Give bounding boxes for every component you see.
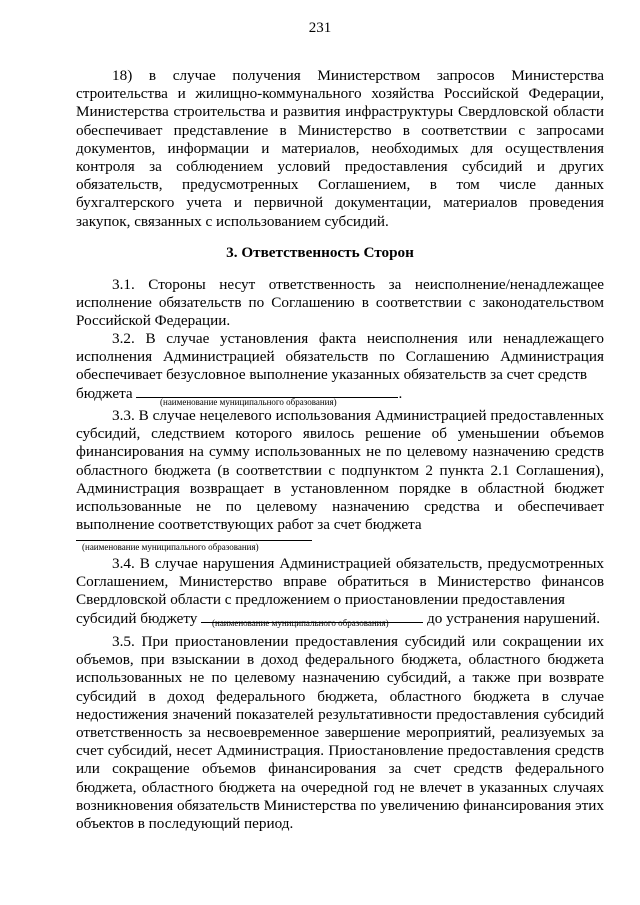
budget-label: бюджета [76, 384, 133, 402]
paragraph-3-2-tail [76, 385, 604, 403]
subsidy-budget-label: субсидий бюджету [76, 609, 198, 627]
section-3-heading: 3. Ответственность Сторон [226, 244, 414, 261]
paragraph-3-3 [76, 407, 604, 534]
period: . [398, 384, 403, 402]
municipality-blank-1 [136, 385, 398, 398]
paragraph-3-5-text: 3.5. При приостановлении предоставления субсидий или сокращении их объемов, при взыскании в доход федерального бюджета, областного бюджета использованных не по целевому назначению субсидий, а также при возврате субсидий в доход федерального бюджета, областного бюджета в случае недостижения значений показателей результативности предоставления субсидий ответственность за несвоевременное завершение мероприятий, реализуемых за счет субсидий, несет Администрация. Приостановление предоставления средств или сокращение объемов финансирования за счет средств федерального бюджета, областного бюджета на очередной год не влечет в указанных случаях возникновения обязательств Министерства по увеличению финансирования этих объектов в последующий период. [76, 633, 604, 833]
paragraph-18-text: 18) в случае получения Министерством запросов Министерства строительства и жилищно-коммунального хозяйства Российской Федерации, Министерства строительства и развития инфраструктуры Свердловской области обеспечивает представление в Министерство в соответствии с запросами документов, информации и материалов, необходимых для осуществления контроля за соблюдением условий предоставления субсидий и других обязательств, предусмотренных Соглашением, в том числе данных бухгалтерского учета и первичной документации, материалов проведения закупок, связанных с использованием субсидий. [76, 67, 604, 230]
paragraph-3-1-text: 3.1. Стороны несут ответственность за неисполнение/ненадлежащее исполнение обязательств по Соглашению в соответствии с законодательством Российской Федерации. [76, 276, 604, 330]
municipality-blank-2 [76, 540, 312, 541]
paragraph-3-4 [76, 555, 604, 628]
caption-municipality-1: (наименование муниципального образования) [160, 397, 337, 407]
caption-municipality-3: (наименование муниципального образования) [212, 618, 389, 628]
paragraph-3-2-text: 3.2. В случае установления факта неисполнения или ненадлежащего исполнения Администрацией обязательств по Соглашению Администрация обеспечивает безусловное выполнение указанных обязательств за счет средств [76, 330, 604, 384]
paragraph-3-3-text: 3.3. В случае нецелевого использования Администрацией предоставленных субсидий, следствием которого явилось решение об уменьшении объемов финансирования на сумму использованных не по целевому назначению средств областного бюджета (в соответствии с подпунктом 2 пункта 2.1 Соглашения), Администрация возвращает в установленном порядке в областной бюджет использованные не по целевому назначению средства и обеспечивает выполнение соответствующих работ за счет бюджета [76, 407, 604, 534]
paragraph-3-1 [76, 276, 604, 331]
paragraph-3-2 [76, 330, 604, 403]
until-elimination-text: до устранения нарушений. [427, 609, 600, 627]
page-number: 231 [308, 20, 332, 36]
caption-municipality-2: (наименование муниципального образования) [82, 542, 259, 552]
paragraph-3-5 [76, 633, 604, 833]
paragraph-18 [76, 67, 604, 231]
paragraph-3-4-text: 3.4. В случае нарушения Администрацией обязательств, предусмотренных Соглашением, Министерство вправе обратиться в Министерство финансов Свердловской области с предложением о приостановлении предоставления [76, 555, 604, 609]
